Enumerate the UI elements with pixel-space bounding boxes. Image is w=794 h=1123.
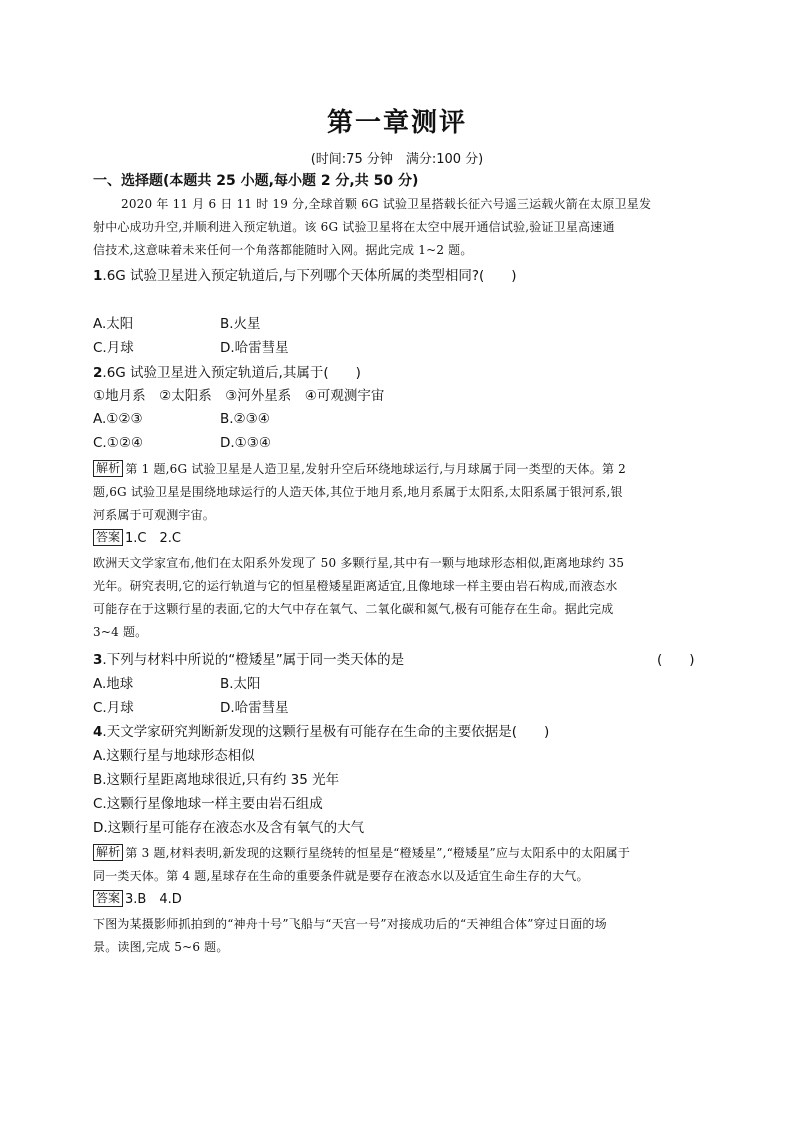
exam-time-score: (时间:75 分钟 满分:100 分) xyxy=(310,152,484,167)
option-b: B.太阳 xyxy=(220,676,261,692)
option-d: D.哈雷彗星 xyxy=(220,700,289,716)
option-a: A.①②③ xyxy=(93,411,143,427)
answer-parentheses: ( ) xyxy=(657,652,695,668)
option-a: A.太阳 xyxy=(93,316,134,332)
option-b: B.火星 xyxy=(220,316,261,332)
analysis-line: 第 3 题,材料表明,新发现的这颗行星绕转的恒星是“橙矮星”,“橙矮星”应与太阳系中的太阳属于 xyxy=(125,846,631,860)
option-d: D.①③④ xyxy=(220,435,271,451)
passage-line: 下图为某摄影师抓拍到的“神舟十号”飞船与“天宫一号”对接成功后的“天神组合体”穿过日面的场 xyxy=(93,917,607,931)
analysis-block xyxy=(93,843,630,863)
passage-line: 欧洲天文学家宣布,他们在太阳系外发现了 50 多颗行星,其中有一颗与地球形态相似,距离地球约 35 xyxy=(93,556,625,570)
option-d: D.哈雷彗星 xyxy=(220,340,289,356)
answer-text: 3.B 4.D xyxy=(125,892,182,907)
question-number: 3 xyxy=(93,652,103,668)
question-number: 1 xyxy=(93,268,103,284)
option-c: C.月球 xyxy=(93,340,134,356)
question-items: ①地月系 ②太阳系 ③河外星系 ④可观测宇宙 xyxy=(93,388,385,404)
section-heading: 一、选择题(本题共 25 小题,每小题 2 分,共 50 分) xyxy=(93,173,419,189)
question-3 xyxy=(93,650,404,670)
analysis-tag: 解析 xyxy=(93,844,123,861)
question-number: 4 xyxy=(93,724,103,740)
question-number: 2 xyxy=(93,365,103,381)
option-b: B.②③④ xyxy=(220,411,270,427)
question-text: .6G 试验卫星进入预定轨道后,其属于( ) xyxy=(102,365,361,381)
answer-tag: 答案 xyxy=(93,529,123,546)
passage-line: 3~4 题。 xyxy=(93,625,148,639)
passage-line: 景。读图,完成 5~6 题。 xyxy=(93,940,229,954)
answer-block xyxy=(93,890,182,910)
question-text: .天文学家研究判断新发现的这颗行星极有可能存在生命的主要依据是( ) xyxy=(102,724,550,740)
page-title: 第一章测评 xyxy=(326,108,467,138)
question-4 xyxy=(93,722,549,742)
passage-line: 2020 年 11 月 6 日 11 时 19 分,全球首颗 6G 试验卫星搭载长征六号遥三运载火箭在太原卫星发 xyxy=(121,197,652,211)
passage-line: 信技术,这意味着未来任何一个角落都能随时入网。据此完成 1~2 题。 xyxy=(93,243,473,257)
analysis-block xyxy=(93,459,626,479)
analysis-line: 河系属于可观测宇宙。 xyxy=(93,508,216,522)
analysis-line: 同一类天体。第 4 题,星球存在生命的重要条件就是要存在液态水以及适宜生命生存的大气。 xyxy=(93,869,589,883)
question-text: .6G 试验卫星进入预定轨道后,与下列哪个天体所属的类型相同?( ) xyxy=(102,268,517,284)
answer-text: 1.C 2.C xyxy=(125,531,181,546)
analysis-line: 第 1 题,6G 试验卫星是人造卫星,发射升空后环绕地球运行,与月球属于同一类型的天体。第 2 xyxy=(125,462,627,476)
option-a: A.这颗行星与地球形态相似 xyxy=(93,748,255,764)
option-c: C.①②④ xyxy=(93,435,144,451)
option-d: D.这颗行星可能存在液态水及含有氧气的大气 xyxy=(93,820,365,836)
option-c: C.这颗行星像地球一样主要由岩石组成 xyxy=(93,796,323,812)
question-text: .下列与材料中所说的“橙矮星”属于同一类天体的是 xyxy=(102,652,405,668)
answer-block xyxy=(93,529,181,549)
analysis-tag: 解析 xyxy=(93,460,123,477)
question-2 xyxy=(93,363,361,383)
option-b: B.这颗行星距离地球很近,只有约 35 光年 xyxy=(93,772,340,788)
option-a: A.地球 xyxy=(93,676,134,692)
answer-tag: 答案 xyxy=(93,890,123,907)
passage-line: 可能存在于这颗行星的表面,它的大气中存在氧气、二氧化碳和氮气,极有可能存在生命。据此完成 xyxy=(93,602,614,616)
passage-line: 射中心成功升空,并顺利进入预定轨道。该 6G 试验卫星将在太空中展开通信试验,验证卫星高速通 xyxy=(93,220,615,234)
passage-line: 光年。研究表明,它的运行轨道与它的恒星橙矮星距离适宜,且像地球一样主要由岩石构成,而液态水 xyxy=(93,579,618,593)
option-c: C.月球 xyxy=(93,700,134,716)
question-1 xyxy=(93,266,517,286)
analysis-line: 题,6G 试验卫星是围绕地球运行的人造天体,其位于地月系,地月系属于太阳系,太阳系属于银河系,银 xyxy=(93,485,623,499)
